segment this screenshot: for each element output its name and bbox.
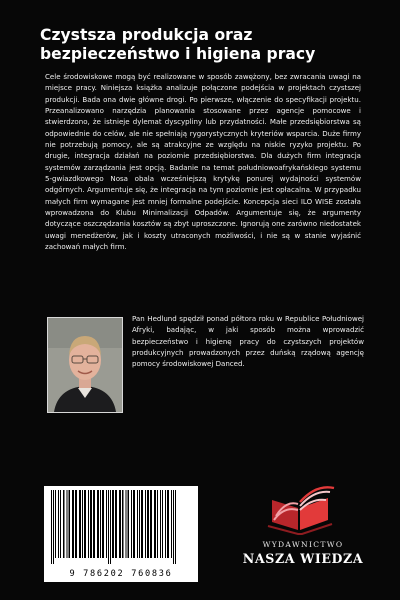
book-title-line-1: Czystsza produkcja oraz [40,26,253,44]
barcode-bar [75,490,77,558]
barcode-bar [173,490,174,564]
barcode-bar [69,490,71,558]
barcode-bar [133,490,135,558]
barcode-bar [63,490,65,558]
barcode-bar [93,490,95,558]
barcode-bar [165,490,166,558]
barcode-bar [67,490,68,558]
barcode-bar [171,490,172,558]
barcode-bar [79,490,81,558]
barcode-bar [115,490,117,558]
barcode-bar [167,490,169,558]
barcode-bar [157,490,158,558]
barcode-bar [128,490,130,558]
barcode-bar [60,490,61,558]
barcode-bar [110,490,111,564]
barcode-bar [100,490,101,558]
isbn-number: 9 786202 760836 [69,569,173,579]
barcode-bar [112,490,114,558]
barcode-bar [126,490,127,558]
publisher-logo [236,486,370,576]
author-portrait-image [48,318,122,412]
barcode-bar [175,490,176,564]
isbn-barcode [44,486,198,582]
book-description: Cele środowiskowe mogą być realizowane w sposób zawężony, bez zwracania uwagi na miejsce pracy. Niniejsza książka analizuje połączone podejścia w projektach czystszej produkcji. Bada ona dwie główne drogi. Po pierwsze, włączenie do specyfikacji projektu. Przeanalizowano narzędzia planowania stosowane przez agencje pomocowe i stwierdzono, że istnieje dylemat dyscypliny lub przydatności. Małe przedsiębiorstwa są odpowiednie do celów, ale nie spełniają rygorystycznych kryteriów wsparcia. Duże firmy nie potrzebują pomocy, ale są atrakcyjne ze względu na niskie ryzyko projektu. Po drugie, integracja działań na poziomie przedsiębiorstwa. Dla dużych firm integracja systemów zarządzania jest opcją. Badanie na temat południowoafrykańskiego systemu 5-gwiazdkowego Nosa obala wcześniejszą krytykę ponurej wydajności systemów odgórnych. Argumentuje się, że integracja na tym poziomie jest opłacalna. W przypadku małych firm wymagane jest mniej formalne podejście. Koncepcja sieci ILO WISE została wprowadzona do Klubu Minimalizacji Odpadów. Argumentuje się, że argumenty dotyczące oszczędzania kosztów są zbyt uproszczone. Ignorują one zarówno niedostatek uwagi menedżerów, jak i koszty utraconych możliwości, i nie są w stanie wyjaśnić zachowań małych firm. [45,72,361,252]
barcode-bar [82,490,83,558]
barcode-bar [145,490,146,558]
author-bio: Pan Hedlund spędził ponad półtora roku w Republice Południowej Afryki, badając, w jaki sposób można wprowadzić bezpieczeństwo i higienę pracy do czystszych projektów produkcyjnych prowadzonych przez duńską rządową agencję pomocy środowiskowej Danced. [132,314,364,369]
book-title-line-2: bezpieczeństwo i higiena pracy [40,45,316,63]
barcode-bar [84,490,86,558]
barcode-bar [122,490,124,558]
barcode-bar [106,490,107,558]
barcode-bar [141,490,143,558]
barcode-bar [102,490,104,558]
author-photo [47,317,123,413]
barcode-bar [160,490,161,558]
barcode-bar [154,490,156,558]
barcode-bar [108,490,109,564]
barcode-bar [119,490,121,558]
barcode-bar [90,490,92,558]
barcode-bar [162,490,163,558]
barcode-bar [147,490,149,558]
publisher-name-line-1: WYDAWNICTWO [262,540,344,549]
barcode-bars [50,490,192,564]
barcode-bar [131,490,132,558]
open-book-icon [264,486,336,536]
book-title [40,26,370,64]
barcode-bar [137,490,138,558]
barcode-bar [53,490,54,564]
barcode-bar [51,490,52,564]
barcode-bar [55,490,56,558]
barcode-bar [88,490,89,558]
barcode-bar [58,490,59,558]
barcode-bar [72,490,74,558]
barcode-bar [97,490,99,558]
publisher-name-line-2: NASZA WIEDZA [242,551,364,566]
barcode-bar [150,490,152,558]
barcode-bar [139,490,140,558]
